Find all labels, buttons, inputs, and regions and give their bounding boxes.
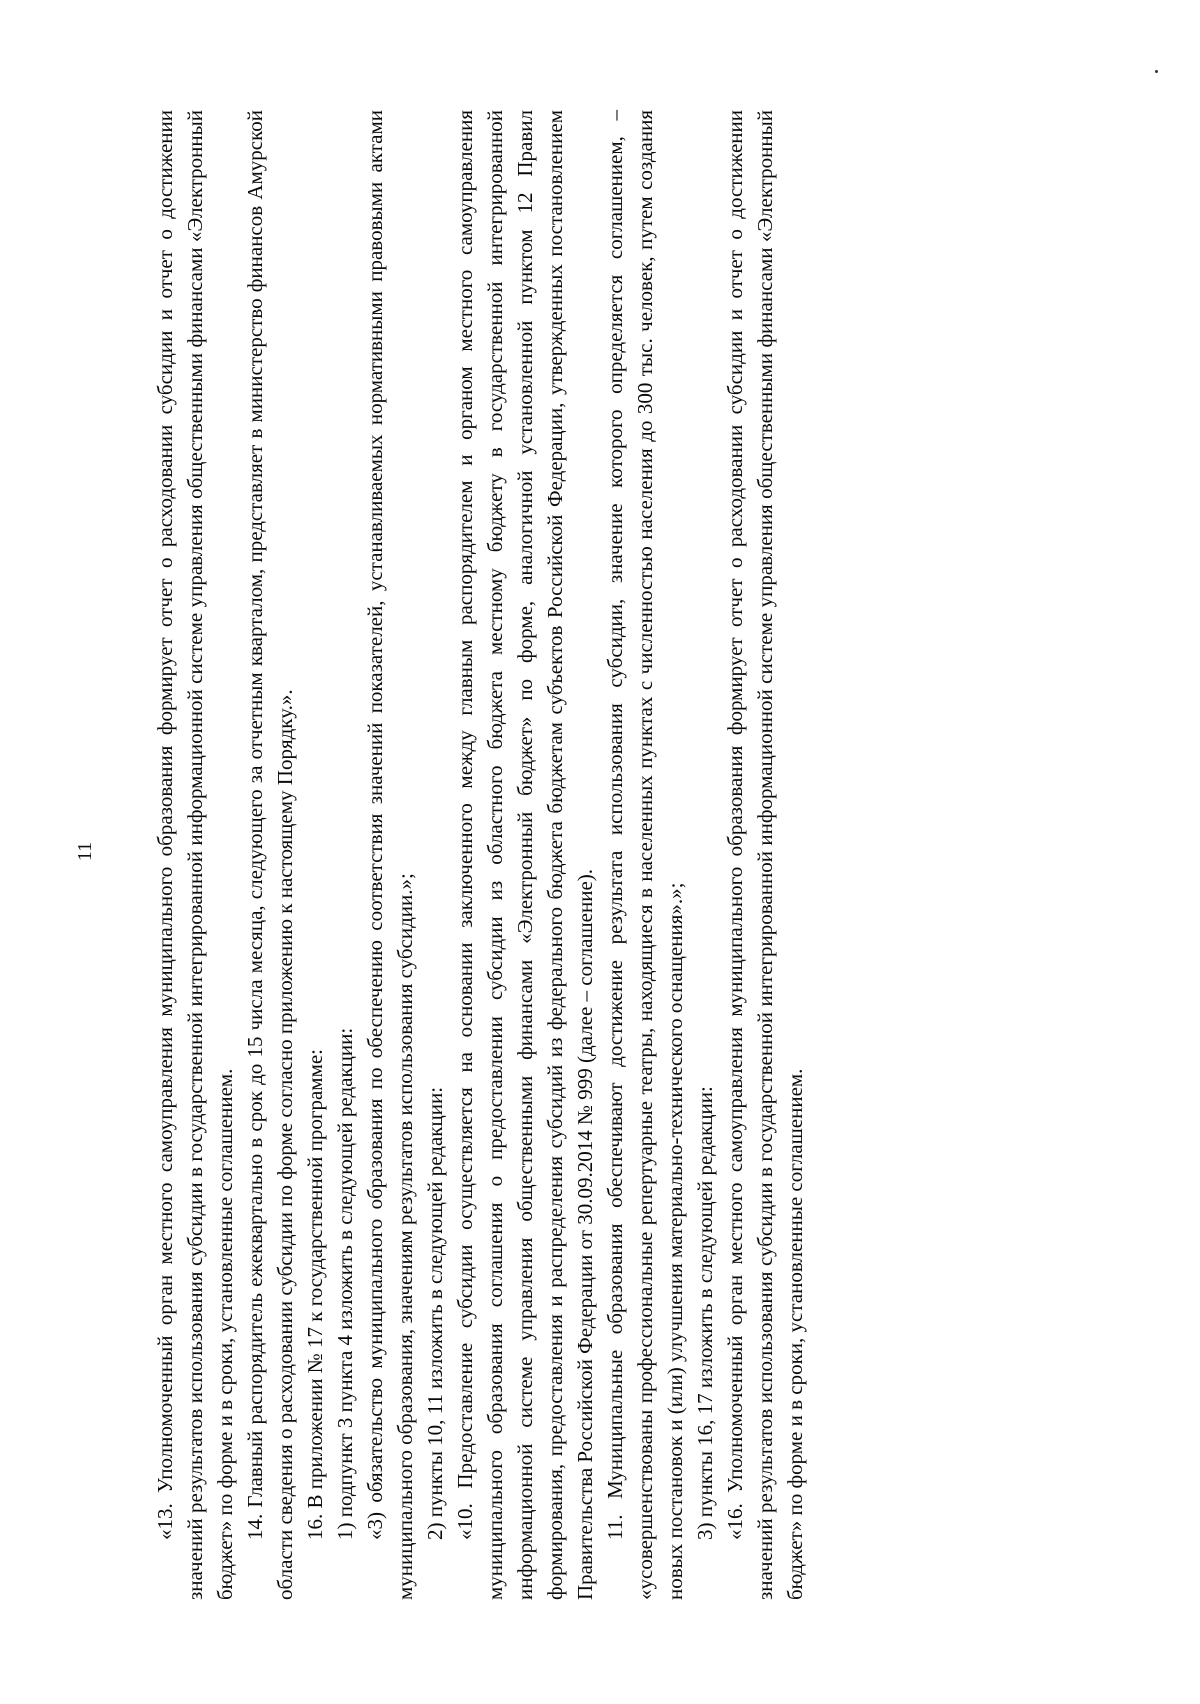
paragraph-subitem-1: 1) подпункт 3 пункта 4 изложить в следующей редакции: xyxy=(333,1027,357,1540)
paragraph-11: 11. Муниципальные образования обеспечивают достижение результата использования субсидии, значение которого определяется соглашением, – «усовершенствованы профессиональные репертуарные театры, находящиеся в населенных пунктах с численностью населения до 300 тыс. человек, путем создания новых постановок и (или) улучшения материально-технического оснащения».»; xyxy=(603,110,687,1600)
paragraph-subitem-2: 2) пункты 10, 11 изложить в следующей редакции: xyxy=(423,1086,447,1540)
paragraph-obligation-3: «3) обязательство муниципального образования по обеспечению соответствия значений показателей, устанавливаемых нормативными правовыми актами муниципального образования, значениям результатов использования субсидии.»; xyxy=(363,110,417,1600)
paragraph-13: «13. Уполномоченный орган местного самоуправления муниципального образования формирует отчет о расходовании субсидии и отчет о достижении значений результатов использования субсидии в государственной интегрированной информационной системе управления общественными финансами «Электронный бюджет» по форме и в сроки, установленные соглашением. xyxy=(153,110,237,1600)
paragraph-subitem-3: 3) пункты 16, 17 изложить в следующей редакции: xyxy=(693,1086,717,1540)
paragraph-10: «10. Предоставление субсидии осуществляется на основании заключенного между главным распорядителем и органом местного самоуправления муниципального образования соглашения о предоставлении субсидии из областного бюджета местному бюджету в государственной интегрированной информационной системе управления общественными финансами «Электронный бюджет» по форме, аналогичной установленной пунктом 12 Правил формирования, предоставления и распределения субсидий из федерального бюджета бюджетам субъектов Российской Федерации, утвержденных постановлением Правительства Российской Федерации от 30.09.2014 № 999 (далее – соглашение). xyxy=(453,110,597,1600)
paragraph-16: «16. Уполномоченный орган местного самоуправления муниципального образования формирует отчет о расходовании субсидии и отчет о достижении значений результатов использования субсидии в государственной интегрированной информационной системе управления общественными финансами «Электронный бюджет» по форме и в сроки, установленные соглашением. xyxy=(723,110,807,1600)
paragraph-appendix-17: 16. В приложении № 17 к государственной программе: xyxy=(303,1048,327,1540)
page-number: 11 xyxy=(74,841,97,862)
paragraph-14: 14. Главный распорядитель ежеквартально в срок до 15 числа месяца, следующего за отчетным кварталом, представляет в министерство финансов Амурской области сведения о расходовании субсидии по форме согласно приложению к настоящему Порядку.». xyxy=(243,110,297,1600)
scan-speck xyxy=(1155,70,1158,73)
document-body xyxy=(150,110,810,1600)
